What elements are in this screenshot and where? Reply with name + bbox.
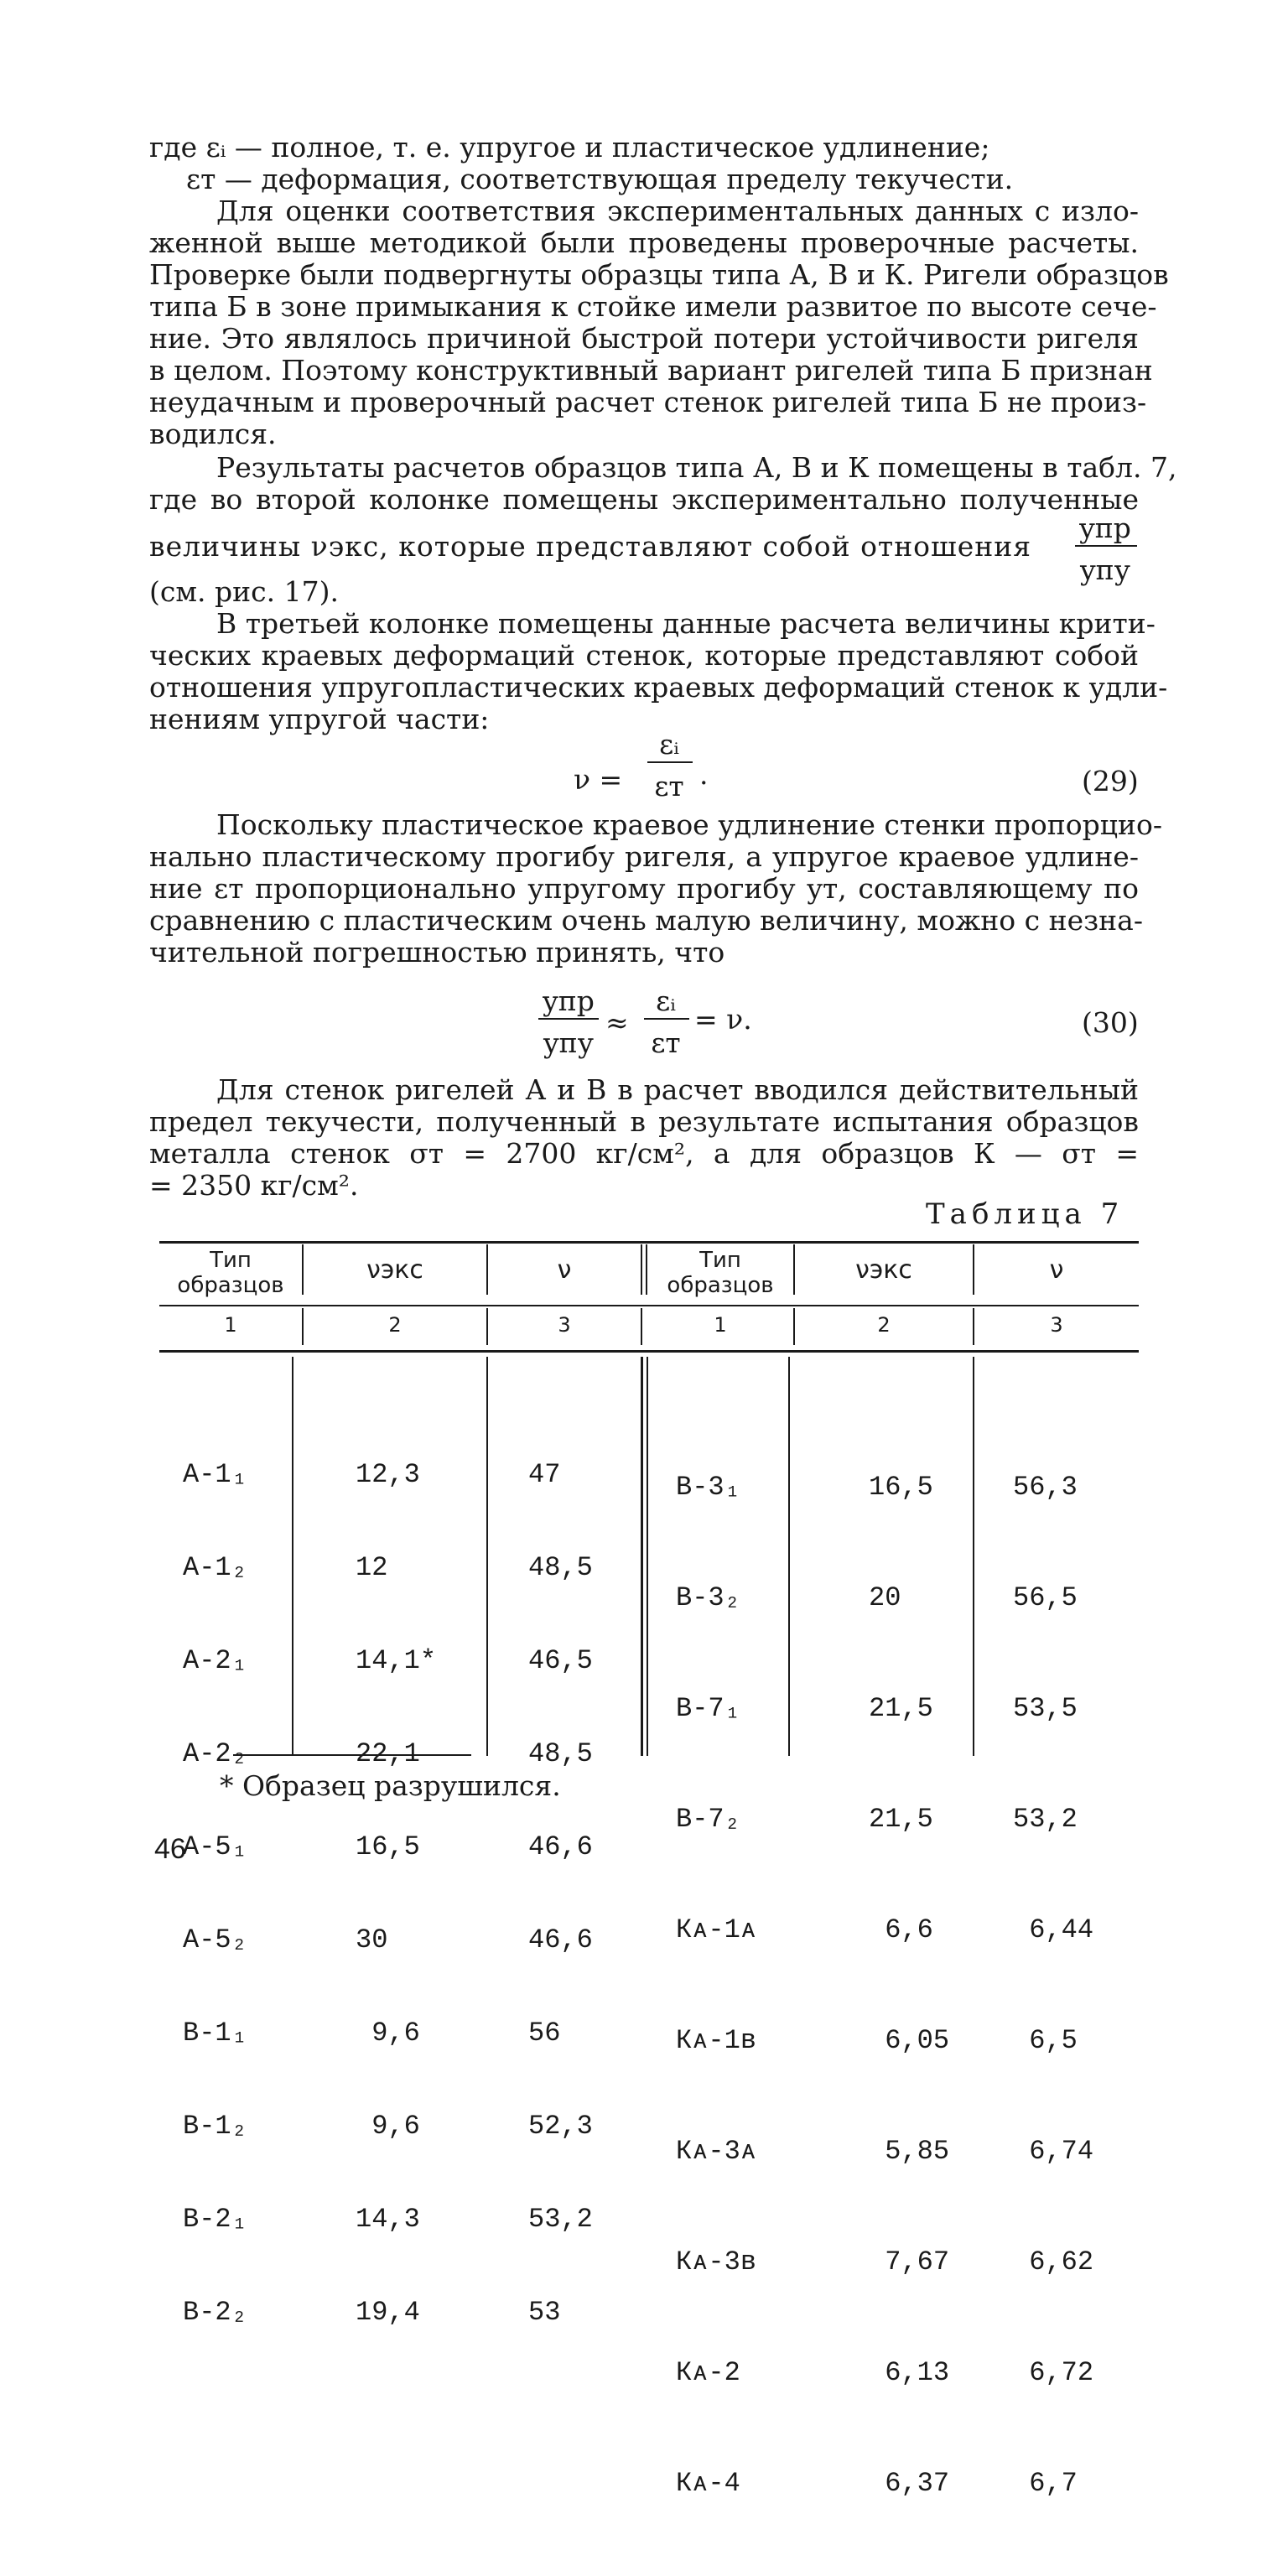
eq30-fraction-bar-1 (538, 1018, 599, 1020)
table-cell: А-2₁ (183, 1645, 247, 1676)
table-cell: 56,3 (1013, 1472, 1078, 1503)
vline-3b-body (647, 1357, 648, 1756)
para5-line-3: металла стенок σт = 2700 кг/см², а для образцов К — σт = (149, 1137, 1139, 1170)
fraction-bar (1075, 545, 1137, 547)
left-types-column (183, 1397, 247, 2390)
table-cell: В-7₂ (676, 1804, 740, 1835)
header-vexp-left: νэкс (366, 1255, 423, 1285)
table-cell: 53 (528, 2297, 561, 2328)
table-cell: Кᴀ-2 (676, 2357, 740, 2388)
table-cell: 14,1* (356, 1645, 437, 1676)
eq30-denominator-1: yпу (543, 1026, 595, 1059)
para3-line-3: отношения упругопластических краевых деформаций стенок к удли- (149, 671, 1168, 704)
table-cell: 46,5 (528, 1645, 593, 1676)
para1-line-4: типа Б в зоне примыкания к стойке имели развитое по высоте сече- (149, 290, 1157, 323)
table-cell: 53,2 (528, 2204, 593, 2235)
table-cell: 6,13 (869, 2357, 950, 2388)
table-cell: Кᴀ-3ᴀ (676, 2136, 757, 2167)
table-cell: 21,5 (869, 1693, 933, 1724)
table-caption: Таблица 7 (926, 1197, 1124, 1231)
table-cell: 6,44 (1013, 1914, 1094, 1945)
table-cell: 21,5 (869, 1804, 933, 1835)
para1-line-3: Проверке были подвергнуты образцы типа А, В и К. Ригели образцов (149, 258, 1169, 291)
para3-line-1: В третьей колонке помещены данные расчета величины крити- (216, 607, 1156, 640)
para1-line-6: в целом. Поэтому конструктивный вариант ригелей типа Б признан (149, 354, 1153, 387)
table-cell: А-1₁ (183, 1459, 247, 1490)
para2-fraction-line: величины νэкс, которые представляют собой отношения (149, 530, 1032, 563)
table-numbers-rule (159, 1350, 1139, 1353)
table-cell: 6,7 (1013, 2468, 1078, 2499)
colnum-3-right: 3 (1050, 1313, 1063, 1337)
para1-line-2: женной выше методикой были проведены проверочные расчеты. (149, 226, 1139, 259)
eq30-number: (30) (1082, 1006, 1139, 1039)
para2-line-2: где во второй колонке помещены экспериментально полученные (149, 483, 1139, 516)
table-cell: 6,62 (1013, 2246, 1094, 2277)
right-v-column (1013, 1395, 1093, 2576)
para2-line-1: Результаты расчетов образцов типа А, В и К помещены в табл. 7, (216, 451, 1177, 484)
table-cell: А-2₂ (183, 1738, 247, 1769)
table-cell: 9,6 (356, 2111, 420, 2142)
vline-2-body (486, 1357, 488, 1756)
vline-3a-header (641, 1244, 642, 1295)
table-cell: 9,6 (356, 2018, 420, 2049)
table-cell: 53,5 (1013, 1693, 1078, 1724)
para3-line-4: нениям упругой части: (149, 703, 490, 735)
right-vexp-column (869, 1395, 949, 2576)
table-cell: 19,4 (356, 2297, 420, 2328)
para3-line-2: ческих краевых деформаций стенок, которые представляют собой (149, 639, 1139, 672)
left-vexp-column (356, 1397, 436, 2390)
eq30-tail: = ν. (694, 1003, 752, 1036)
ypr-numerator: yпр (1079, 512, 1131, 544)
eq29-lhs: ν = (574, 763, 623, 796)
table-cell: Кᴀ-4 (676, 2468, 740, 2499)
ypu-denominator: yпу (1079, 553, 1131, 586)
table-cell: Кᴀ-1ʙ (676, 2025, 757, 2056)
table-cell: 22,1 (356, 1738, 420, 1769)
vline-3a-body (641, 1357, 643, 1756)
eq30-denominator-2: εт (651, 1026, 681, 1059)
table-cell: 56,5 (1013, 1582, 1078, 1613)
definition-line-1: где εᵢ — полное, т. е. упругое и пластическое удлинение; (149, 131, 990, 164)
table-cell: 30 (356, 1924, 388, 1955)
vline-5-body (973, 1357, 974, 1756)
vline-3-num (641, 1308, 642, 1345)
eq30-numerator-1: yпр (543, 984, 595, 1017)
para5-line-2: предел текучести, полученный в результате испытания образцов (149, 1105, 1139, 1138)
table-cell: 53,2 (1013, 1804, 1078, 1835)
table-cell: Кᴀ-1ᴀ (676, 1914, 757, 1945)
colnum-2-right: 2 (877, 1313, 891, 1337)
table-cell: 5,85 (869, 2136, 950, 2167)
left-v-column (528, 1397, 593, 2390)
table-cell: 6,5 (1013, 2025, 1078, 2056)
table-cell: В-2₁ (183, 2204, 247, 2235)
table-cell: В-1₂ (183, 2111, 247, 2142)
para5-line-1: Для стенок ригелей А и В в расчет вводился действительный (216, 1073, 1139, 1106)
para2-end: (см. рис. 17). (149, 575, 339, 608)
colnum-1-left: 1 (224, 1313, 237, 1337)
eq29-number: (29) (1082, 765, 1139, 797)
table-header-rule (159, 1305, 1139, 1306)
eq30-approx: ≈ (605, 1006, 629, 1039)
table-cell: 56 (528, 2018, 561, 2049)
table-cell: 48,5 (528, 1738, 593, 1769)
header-vexp-right: νэкс (855, 1255, 912, 1285)
table-cell: В-3₂ (676, 1582, 740, 1613)
header-type-right: Тип образцов (667, 1248, 774, 1298)
header-type-left: Тип образцов (177, 1248, 284, 1298)
colnum-3-left: 3 (558, 1313, 571, 1337)
para4-line-3: ние εт пропорционально упругому прогибу yт, составляющему по (149, 872, 1139, 905)
table-cell: 6,72 (1013, 2357, 1094, 2388)
table-cell: 12,3 (356, 1459, 420, 1490)
eq29-tail: . (699, 758, 709, 791)
table-top-rule (159, 1241, 1139, 1244)
table-cell: 52,3 (528, 2111, 593, 2142)
vline-4-body (788, 1357, 790, 1756)
colnum-2-left: 2 (388, 1313, 402, 1337)
para4-line-1: Поскольку пластическое краевое удлинение стенки пропорцио- (216, 808, 1163, 841)
table-cell: 46,6 (528, 1831, 593, 1862)
para1-line-7: неудачным и проверочный расчет стенок ригелей типа Б не произ- (149, 386, 1147, 418)
table-cell: 16,5 (356, 1831, 420, 1862)
table-cell: 48,5 (528, 1552, 593, 1583)
para1-line-5: ние. Это являлось причиной быстрой потери устойчивости ригеля (149, 322, 1139, 355)
table-cell: В-1₁ (183, 2018, 247, 2049)
para5-line-4: = 2350 кг/см². (149, 1169, 359, 1202)
para4-line-4: сравнению с пластическим очень малую величину, можно с незна- (149, 904, 1143, 937)
para1-line-8: водился. (149, 418, 277, 450)
table-cell: 7,67 (869, 2246, 950, 2277)
table-cell: Кᴀ-3ʙ (676, 2246, 757, 2277)
table-cell: 6,6 (869, 1914, 933, 1945)
eq29-fraction-bar (647, 761, 693, 763)
table-cell: 20 (869, 1582, 901, 1613)
table-footnote: * Образец разрушился. (220, 1769, 561, 1802)
table-cell: В-3₁ (676, 1472, 740, 1503)
table-cell: 6,74 (1013, 2136, 1094, 2167)
table-cell: 46,6 (528, 1924, 593, 1955)
eq30-numerator-2: εᵢ (656, 984, 676, 1017)
table-cell: А-1₂ (183, 1552, 247, 1583)
eq29-denominator: εт (654, 770, 684, 802)
table-cell: 6,37 (869, 2468, 950, 2499)
table-cell: 47 (528, 1459, 561, 1490)
table-cell: 12 (356, 1552, 388, 1583)
eq29-numerator: εᵢ (659, 728, 679, 761)
table-cell: А-5₂ (183, 1924, 247, 1955)
table-cell: 16,5 (869, 1472, 933, 1503)
vline-1-body (292, 1357, 293, 1756)
header-v-left: ν (557, 1255, 572, 1285)
para1-line-1: Для оценки соответствия экспериментальных данных с изло- (216, 195, 1139, 227)
eq30-fraction-bar-2 (644, 1018, 689, 1020)
table-cell: 14,3 (356, 2204, 420, 2235)
right-types-column (676, 1395, 756, 2576)
definition-line-2: εт — деформация, соответствующая пределу текучести. (186, 163, 1014, 195)
table-cell: В-7₁ (676, 1693, 740, 1724)
para4-line-2: нально пластическому прогибу ригеля, а упругое краевое удлине- (149, 840, 1139, 873)
page-number: 46 (154, 1833, 186, 1865)
table-cell: В-2₂ (183, 2297, 247, 2328)
para4-line-5: чительной погрешностью принять, что (149, 936, 725, 969)
header-v-right: ν (1049, 1255, 1064, 1285)
table-cell: А-5₁ (183, 1831, 247, 1862)
colnum-1-right: 1 (714, 1313, 727, 1337)
table-cell: 6,05 (869, 2025, 950, 2056)
